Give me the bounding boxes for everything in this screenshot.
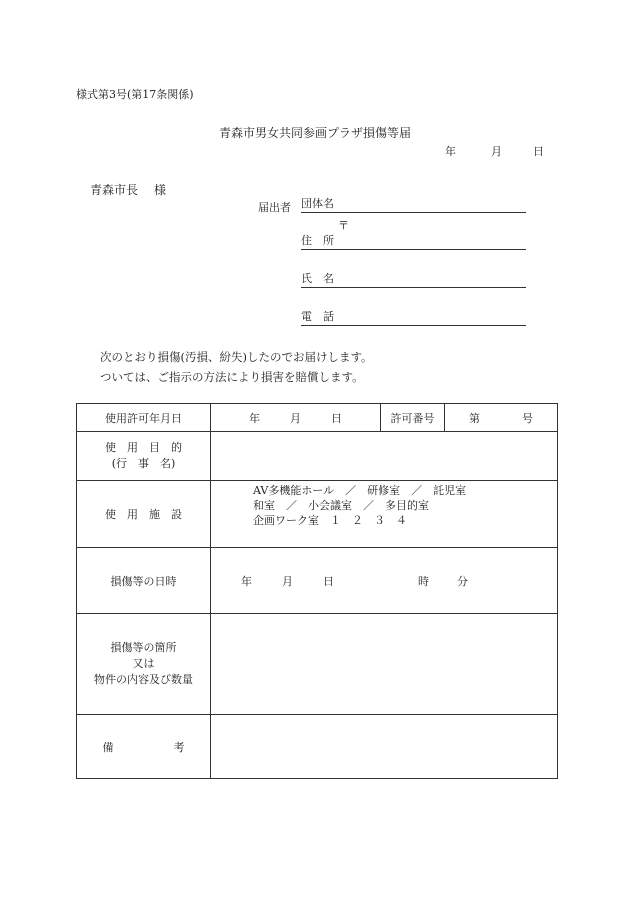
damage-location-line2: 又は: [132, 657, 155, 670]
applicant-label: 届出者: [258, 201, 291, 214]
damage-minute: 分: [457, 574, 468, 588]
permit-day: 日: [331, 411, 342, 425]
damage-report-table: [76, 403, 558, 779]
form-number: 様式第3号(第17条関係): [76, 88, 194, 101]
name-label: 氏 名: [301, 272, 334, 285]
date-year: 年: [445, 145, 456, 158]
permit-month: 月: [290, 411, 301, 425]
addressee: [90, 181, 166, 198]
damage-year: 年: [241, 574, 252, 588]
permit-number-label: 許可番号: [381, 404, 445, 432]
row-facility: [77, 481, 558, 548]
facility-options[interactable]: [211, 481, 558, 548]
damage-day: 日: [323, 574, 334, 588]
row-purpose: [77, 432, 558, 481]
row-permit-date: [77, 404, 558, 432]
row-damage-datetime: [77, 548, 558, 614]
purpose-label-line1: 使 用 目 的: [105, 441, 182, 454]
damage-datetime-field[interactable]: [211, 548, 558, 614]
damage-hour: 時: [418, 574, 429, 588]
permit-year: 年: [249, 411, 260, 425]
remarks-field[interactable]: [211, 715, 558, 779]
permit-date-label: 使用許可年月日: [77, 404, 211, 432]
statement-line-2: ついては、ご指示の方法により損害を賠償します。: [100, 370, 364, 384]
phone-field[interactable]: [301, 309, 526, 326]
facility-line-3: 企画ワーク室 １ ２ ３ ４: [253, 514, 407, 527]
group-name-label: 団体名: [301, 197, 334, 210]
date-month: 月: [491, 145, 502, 158]
facility-label: 使 用 施 設: [77, 481, 211, 548]
permit-dai: 第: [469, 411, 480, 425]
submission-date: [445, 143, 544, 159]
statement-line-1: 次のとおり損傷(汚損、紛失)したのでお届けします。: [100, 350, 373, 364]
permit-go: 号: [522, 411, 533, 425]
addressee-name: 青森市長: [90, 183, 139, 197]
damage-datetime-label: 損傷等の日時: [77, 548, 211, 614]
postal-mark: 〒: [338, 219, 349, 232]
address-label: 住 所: [301, 234, 334, 247]
damage-location-line3: 物件の内容及び数量: [94, 673, 193, 686]
remarks-label: [77, 715, 211, 779]
row-damage-location: [77, 614, 558, 715]
purpose-label-line2: (行 事 名): [111, 457, 176, 470]
remarks-label-right: 考: [173, 740, 185, 754]
date-day: 日: [533, 145, 544, 158]
damage-location-field[interactable]: [211, 614, 558, 715]
purpose-label: [77, 432, 211, 481]
addressee-honorific: 様: [154, 183, 167, 197]
damage-location-label: [77, 614, 211, 715]
damage-location-line1: 損傷等の箇所: [110, 641, 177, 654]
permit-date-field[interactable]: [211, 404, 381, 432]
damage-month: 月: [282, 574, 293, 588]
name-field[interactable]: [301, 271, 526, 288]
purpose-field[interactable]: [211, 432, 558, 481]
address-field[interactable]: [301, 233, 526, 250]
document-title: 青森市男女共同参画プラザ損傷等届: [218, 126, 411, 140]
group-name-field[interactable]: [301, 196, 526, 213]
remarks-label-left: 備: [102, 740, 114, 754]
permit-number-field[interactable]: [445, 404, 558, 432]
facility-line-2: 和室 ／ 小会議室 ／ 多目的室: [253, 499, 429, 512]
facility-line-1: AV多機能ホール ／ 研修室 ／ 託児室: [253, 484, 467, 497]
row-remarks: [77, 715, 558, 779]
phone-label: 電 話: [301, 310, 334, 323]
